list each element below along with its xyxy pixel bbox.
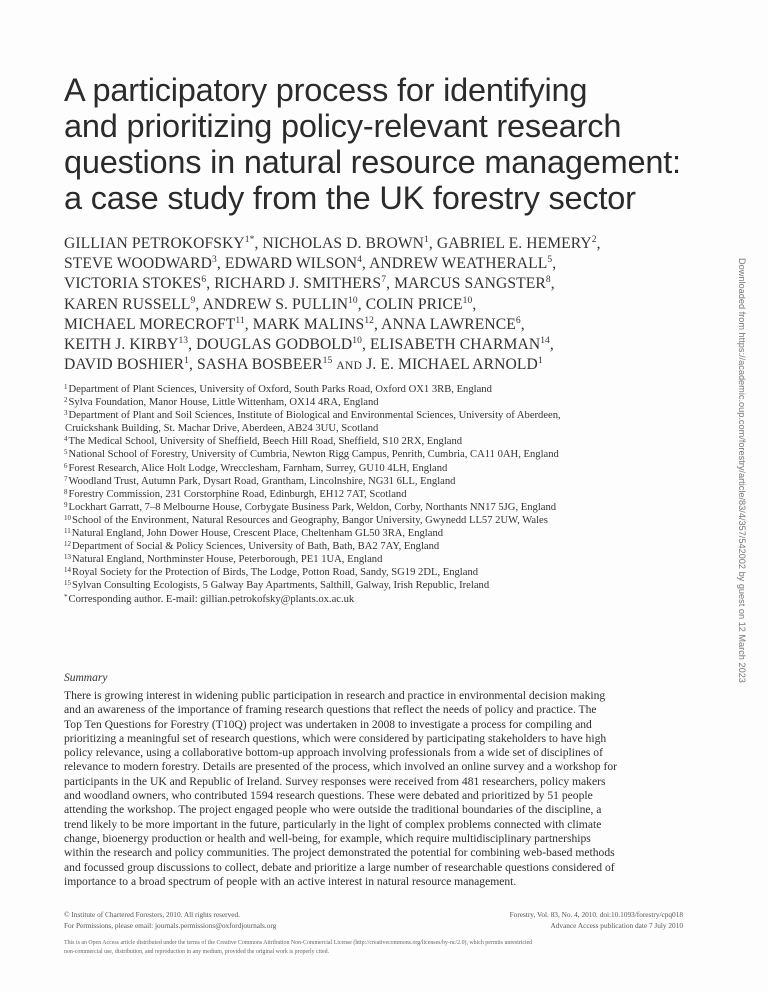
summary-heading: Summary xyxy=(64,672,108,684)
author-name: EDWARD WILSON xyxy=(224,255,358,273)
author-affiliation-mark: 6 xyxy=(515,315,521,326)
summary-line: and an awareness of the importance of framing research questions that reflect the needs of policy and practice. The xyxy=(64,703,597,717)
summary-paragraph xyxy=(64,689,719,889)
author-name: DAVID BOSHIER xyxy=(64,356,185,374)
permissions-notice: For Permissions, please email: journals.permissions@oxfordjournals.org xyxy=(64,920,277,930)
author-name: GILLIAN PETROKOFSKY xyxy=(64,235,245,252)
affiliation-text: Department of Plant and Soil Sciences, Institute of Biological and Environmental Sciences, University of Aberdeen, xyxy=(68,410,561,422)
affiliation-text: Forestry Commission, 231 Corstorphine Road, Edinburgh, EH12 7AT, Scotland xyxy=(68,488,407,500)
affiliation xyxy=(64,579,684,592)
affiliation-text: The Medical School, University of Sheffield, Beech Hill Road, Sheffield, S10 2RX, England xyxy=(68,436,463,448)
summary-line: policy relevance, using a collaborative bottom-up approach involving professionals from a wide set of disciplines of xyxy=(64,746,603,760)
author-name: KEITH J. KIRBY xyxy=(64,336,179,354)
affiliation-text: Department of Social & Policy Sciences, University of Bath, Bath, BA2 7AY, England xyxy=(72,541,440,553)
affiliation-text: Corresponding author. E-mail: gillian.petrokofsky@plants.ox.ac.uk xyxy=(68,593,355,605)
author-line: STEVE WOODWARD$^3$, EDWARD WILSON$^4$, ANDREW WEATHERALL$^5$, xyxy=(64,255,557,273)
footer-citation-block xyxy=(510,910,683,931)
affiliation-mark: 9 xyxy=(64,500,68,509)
summary-line: There is growing interest in widening public participation in research and practice in environmental decision making xyxy=(64,689,606,702)
summary-line: and woodland owners, who contributed 1594 research questions. These were debated and prioritized by 51 people xyxy=(64,789,593,803)
summary-line: and focussed group discussions to collect, debate and prioritize a large number of researchable questions considered of xyxy=(64,860,615,874)
summary-line: change, bioenergy production or health and well-being, for example, which require multidisciplinary partnerships xyxy=(64,831,591,845)
summary-line: Top Ten Questions for Forestry (T10Q) project was undertaken in 2008 to investigate a process for compiling and xyxy=(64,717,592,731)
affiliation xyxy=(64,383,684,396)
author-line: GILLIAN $PETROKOFSKY^{1*}$, NICHOLAS D. BROWN$^1$, GABRIEL E. HEMERY$^2$, xyxy=(64,235,601,252)
affiliation-mark: 12 xyxy=(64,540,71,549)
summary-line: attending the workshop. The project engaged people who were outside the traditional boundaries of the discipline, a xyxy=(64,803,602,817)
affiliation-mark: 6 xyxy=(64,461,68,470)
affiliation-mark: 15 xyxy=(64,579,71,588)
author-affiliation-mark: 11 xyxy=(235,315,245,326)
author-name: KAREN RUSSELL xyxy=(64,295,191,313)
affiliation-mark: 1 xyxy=(64,383,68,391)
affiliation-mark: 4 xyxy=(64,435,68,444)
author-affiliation-mark: 6 xyxy=(201,275,207,286)
affiliation xyxy=(64,566,684,579)
author-list xyxy=(64,234,704,376)
author-affiliation-mark: 7 xyxy=(381,275,387,286)
author-name: MARK MALINS xyxy=(252,315,365,333)
affiliation xyxy=(64,462,684,475)
footer-copyright-block xyxy=(64,910,276,931)
affiliation-text: Sylvan Consulting Ecologists, 5 Galway Bay Apartments, Salthill, Galway, Irish Republic, Ireland xyxy=(72,580,490,592)
author-name: COLIN PRICE xyxy=(365,295,463,313)
summary-line: within the research and policy communities. The project demonstrated the potential for combining web-based methods xyxy=(64,846,615,860)
author-affiliation-mark: 1* xyxy=(244,235,255,245)
author-affiliation-mark: 2 xyxy=(591,235,597,245)
author-affiliation-mark: 9 xyxy=(190,295,196,306)
author-affiliation-mark: 1 xyxy=(537,356,543,367)
summary-line: importance to a broad spectrum of people with an active interest in natural resource management. xyxy=(64,874,517,888)
affiliation-mark: * xyxy=(64,592,68,601)
license-line: This is an Open Access article distributed under the terms of the Creative Commons Attribution Non-Commercial License (http://creativecommons.org/licenses/by-nc/2.0), which permits unrestricted xyxy=(64,940,533,946)
author-name: MICHAEL MORECROFT xyxy=(64,315,236,333)
author-affiliation-mark: 10 xyxy=(348,295,358,306)
affiliation-mark: 3 xyxy=(64,409,68,418)
affiliation xyxy=(64,527,684,540)
author-name: STEVE WOODWARD xyxy=(64,255,212,273)
summary-line: trend likely to be more important in the future, particularly in the light of complex problems connected with climate xyxy=(64,817,602,831)
author-name: ANDREW S. PULLIN xyxy=(202,295,349,313)
affiliation xyxy=(64,488,684,501)
title-line: A participatory process for identifying xyxy=(64,72,588,108)
author-affiliation-mark: 10 xyxy=(462,295,473,306)
author-name: MARCUS SANGSTER xyxy=(394,275,546,293)
affiliation-mark: 10 xyxy=(64,513,71,522)
author-affiliation-mark: 1 xyxy=(424,235,429,245)
title-line: a case study from the UK forestry sector xyxy=(64,180,636,216)
author-affiliation-mark: 8 xyxy=(545,275,551,286)
affiliation-text: Woodland Trust, Autumn Park, Dysart Road, Grantham, Lincolnshire, NG31 6LL, England xyxy=(68,475,456,487)
author-name: GABRIEL E. HEMERY xyxy=(436,235,592,252)
affiliation xyxy=(64,448,684,461)
author-name: J. E. MICHAEL ARNOLD xyxy=(366,356,538,374)
author-affiliation-mark: 5 xyxy=(547,255,553,266)
affiliation-text: Forest Research, Alice Holt Lodge, Wrecclesham, Farnham, Surrey, GU10 4LH, England xyxy=(68,462,448,474)
author-name: ELISABETH CHARMAN xyxy=(370,336,541,354)
author-name: ANDREW WEATHERALL xyxy=(369,255,548,273)
affiliation-text: Sylva Foundation, Manor House, Little Wittenham, OX14 4RA, England xyxy=(68,397,379,409)
affiliation-text: Royal Society for the Protection of Birds, The Lodge, Potton Road, Sandy, SG19 2DL, England xyxy=(72,567,479,579)
affiliation-mark: 5 xyxy=(64,448,68,457)
affiliation-mark: 14 xyxy=(64,566,71,575)
author-conjunction: AND xyxy=(336,360,363,373)
affiliation-text: National School of Forestry, University of Cumbria, Newton Rigg Campus, Penrith, Cumbria, CA11 0AH, England xyxy=(68,449,559,461)
affiliation xyxy=(64,553,684,566)
advance-access-date: Advance Access publication date 7 July 2010 xyxy=(550,920,683,930)
affiliation-text: Natural England, John Dower House, Crescent Place, Cheltenham GL50 3RA, England xyxy=(71,528,444,540)
author-name: RICHARD J. SMITHERS xyxy=(214,275,382,293)
author-line: KEITH J. KIRBY$^{13}$, DOUGLAS GODBOLD$^{10}$, ELISABETH CHARMAN$^{14}$, xyxy=(64,336,554,354)
affiliation-text: Cruickshank Building, St. Machar Drive, Aberdeen, AB24 3UU, Scotland xyxy=(65,423,379,435)
author-affiliation-mark: 1 xyxy=(184,356,189,367)
affiliation xyxy=(64,435,684,448)
author-name: DOUGLAS GODBOLD xyxy=(196,336,353,354)
article-title xyxy=(64,72,704,216)
license-line: non-commercial use, distribution, and reproduction in any medium, provided the original work is properly cited. xyxy=(64,949,330,955)
title-line: questions in natural resource management: xyxy=(64,144,681,180)
author-affiliation-mark: 15 xyxy=(322,356,333,367)
author-affiliation-mark: 3 xyxy=(211,255,217,266)
affiliation-text: Department of Plant Sciences, University of Oxford, South Parks Road, Oxford OX1 3RB, England xyxy=(68,384,492,395)
affiliation xyxy=(64,396,684,409)
author-affiliation-mark: 14 xyxy=(540,336,550,347)
title-line: and prioritizing policy-relevant research xyxy=(64,108,622,144)
download-watermark: Downloaded from https://academic.oup.com/forestry/article/83/4/357/542002 by guest on 12 March 2023 xyxy=(737,258,747,683)
author-line: KAREN RUSSELL$^9$, ANDREW S. PULLIN$^{10}$, COLIN PRICE$^{10}$, xyxy=(64,295,477,313)
affiliation-text: Natural England, Northminster House, Peterborough, PE1 1UA, England xyxy=(72,554,383,566)
affiliation-mark: 2 xyxy=(64,396,68,405)
affiliation xyxy=(64,501,684,514)
affiliation-list xyxy=(64,383,684,606)
author-affiliation-mark: 10 xyxy=(352,336,362,347)
summary-line: relevance to modern forestry. Details are presented of the process, which involved an online survey and a workshop for xyxy=(64,760,617,774)
summary-line: participants in the UK and Republic of Ireland. Survey responses were received from 481 researchers, policy makers xyxy=(64,774,606,788)
affiliation-mark: 7 xyxy=(64,474,68,483)
summary-line: prioritizing a meaningful set of research questions, which were considered by participating stakeholders to have high xyxy=(64,731,607,745)
affiliation-text: School of the Environment, Natural Resources and Geography, Bangor University, Gwynedd LL57 2UW, Wales xyxy=(72,514,548,526)
author-line: VICTORIA STOKES$^6$, RICHARD J. SMITHERS$^7$, MARCUS SANGSTER$^8$, xyxy=(64,275,555,293)
author-name: SASHA BOSBEER xyxy=(197,356,323,374)
author-affiliation-mark: 13 xyxy=(178,336,189,347)
author-line: DAVID BOSHIER$^1$, SASHA BOSBEER$^{15}$ AND J. E. MICHAEL ARNOLD$^1$ xyxy=(64,356,543,374)
author-name: NICHOLAS D. BROWN xyxy=(262,235,425,252)
affiliation-text: Lockhart Garratt, 7–8 Melbourne House, Corbygate Business Park, Weldon, Corby, Northants NN17 5JG, England xyxy=(68,501,557,513)
license-notice xyxy=(64,939,724,957)
affiliation-mark: 8 xyxy=(64,487,68,496)
affiliation xyxy=(64,593,684,606)
copyright-notice: © Institute of Chartered Foresters, 2010. All rights reserved. xyxy=(64,910,240,919)
affiliation-mark: 13 xyxy=(64,553,71,562)
affiliation xyxy=(64,422,684,435)
affiliation xyxy=(64,409,684,422)
author-affiliation-mark: 4 xyxy=(357,255,362,266)
author-name: ANNA LAWRENCE xyxy=(381,315,516,333)
journal-citation: Forestry, Vol. 83, No. 4, 2010. doi:10.1093/forestry/cpq018 xyxy=(509,910,683,919)
affiliation xyxy=(64,540,684,553)
author-line: MICHAEL MORECROFT$^{11}$, MARK MALINS$^{12}$, ANNA LAWRENCE$^6$, xyxy=(64,315,525,333)
affiliation xyxy=(64,514,684,527)
author-name: VICTORIA STOKES xyxy=(64,275,202,293)
author-affiliation-mark: 12 xyxy=(364,315,375,326)
affiliation xyxy=(64,475,684,488)
affiliation-mark: 11 xyxy=(64,527,71,536)
